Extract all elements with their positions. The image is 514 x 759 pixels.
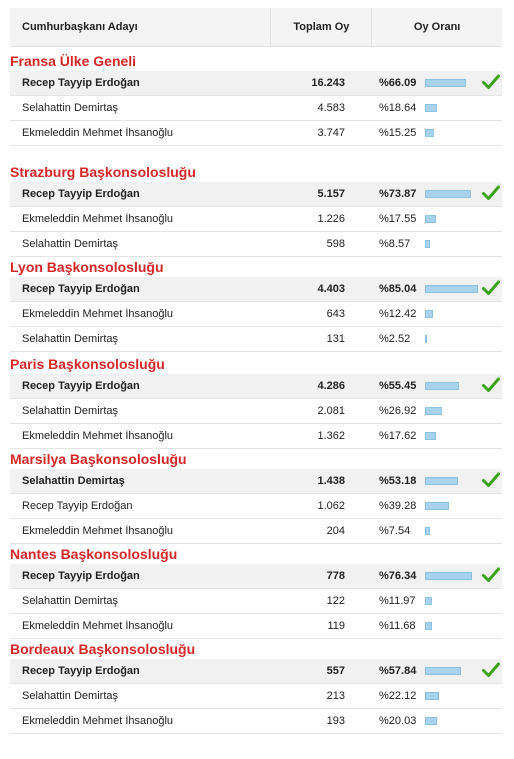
vote-rate: %57.84 bbox=[379, 665, 417, 677]
section-title: Paris Başkonsolosluğu bbox=[10, 356, 165, 372]
table-row bbox=[10, 374, 502, 399]
candidate-name: Recep Tayyip Erdoğan bbox=[22, 665, 140, 677]
vote-count: 557 bbox=[326, 665, 345, 677]
candidate-name: Ekmeleddin Mehmet İhsanoğlu bbox=[22, 525, 174, 537]
table-row bbox=[10, 519, 502, 544]
vote-rate-cell bbox=[345, 96, 502, 120]
check-icon bbox=[482, 567, 500, 583]
vote-rate-bar bbox=[425, 240, 430, 248]
table-row bbox=[10, 232, 502, 257]
table-row bbox=[10, 277, 502, 302]
vote-rate-bar bbox=[425, 335, 427, 343]
vote-rate: %39.28 bbox=[379, 500, 417, 512]
vote-rate-cell bbox=[345, 494, 502, 518]
table-row bbox=[10, 399, 502, 424]
candidate-name: Selahattin Demirtaş bbox=[22, 405, 118, 417]
vote-count: 16.243 bbox=[311, 77, 345, 89]
candidate-name: Recep Tayyip Erdoğan bbox=[22, 380, 140, 392]
vote-rate: %53.18 bbox=[379, 475, 417, 487]
vote-rate-bar bbox=[425, 382, 459, 390]
result-section bbox=[10, 544, 502, 639]
table-header bbox=[10, 8, 502, 47]
vote-rate: %20.03 bbox=[379, 715, 417, 727]
table-row bbox=[10, 659, 502, 684]
result-section bbox=[10, 449, 502, 544]
results-sections bbox=[10, 51, 502, 734]
vote-rate: %11.97 bbox=[379, 595, 416, 607]
vote-rate: %12.42 bbox=[379, 308, 417, 320]
candidate-name: Ekmeleddin Mehmet İhsanoğlu bbox=[22, 430, 174, 442]
check-icon bbox=[482, 377, 500, 393]
vote-rate: %55.45 bbox=[379, 380, 417, 392]
candidate-name: Recep Tayyip Erdoğan bbox=[22, 77, 140, 89]
vote-rate: %17.55 bbox=[379, 213, 417, 225]
header-candidate: Cumhurbaşkanı Adayı bbox=[10, 8, 271, 46]
vote-count: 1.226 bbox=[317, 213, 345, 225]
table-row bbox=[10, 424, 502, 449]
vote-rate-bar bbox=[425, 285, 478, 293]
vote-rate-cell bbox=[345, 232, 502, 256]
vote-count: 3.747 bbox=[317, 127, 345, 139]
result-section bbox=[10, 51, 502, 146]
vote-rate-cell bbox=[345, 374, 502, 398]
table-row bbox=[10, 684, 502, 709]
vote-rate: %22.12 bbox=[379, 690, 417, 702]
check-icon bbox=[482, 662, 500, 678]
candidate-name: Ekmeleddin Mehmet İhsanoğlu bbox=[22, 308, 174, 320]
vote-rate-cell bbox=[345, 614, 502, 638]
section-title: Fransa Ülke Geneli bbox=[10, 53, 137, 69]
vote-rate-cell bbox=[345, 121, 502, 145]
candidate-name: Ekmeleddin Mehmet İhsanoğlu bbox=[22, 213, 174, 225]
vote-rate-cell bbox=[345, 684, 502, 708]
vote-count: 204 bbox=[326, 525, 345, 537]
table-row bbox=[10, 589, 502, 614]
table-row bbox=[10, 71, 502, 96]
check-icon bbox=[482, 472, 500, 488]
vote-rate-bar bbox=[425, 502, 449, 510]
section-title: Nantes Başkonsolosluğu bbox=[10, 546, 178, 562]
vote-rate-bar bbox=[425, 572, 472, 580]
candidate-name: Ekmeleddin Mehmet İhsanoğlu bbox=[22, 620, 174, 632]
table-row bbox=[10, 182, 502, 207]
vote-rate-cell bbox=[345, 424, 502, 448]
vote-rate-cell bbox=[345, 302, 502, 326]
vote-rate-cell bbox=[345, 564, 502, 588]
candidate-name: Selahattin Demirtaş bbox=[22, 595, 118, 607]
vote-rate-bar bbox=[425, 129, 434, 137]
vote-rate-bar bbox=[425, 310, 433, 318]
vote-rate-cell bbox=[345, 469, 502, 493]
vote-rate-bar bbox=[425, 667, 461, 675]
vote-count: 1.362 bbox=[317, 430, 345, 442]
vote-count: 131 bbox=[326, 333, 345, 345]
vote-rate-bar bbox=[425, 527, 430, 535]
vote-rate-bar bbox=[425, 104, 437, 112]
candidate-name: Selahattin Demirtaş bbox=[22, 102, 118, 114]
vote-rate-bar bbox=[425, 597, 432, 605]
table-row bbox=[10, 494, 502, 519]
candidate-name: Recep Tayyip Erdoğan bbox=[22, 500, 133, 512]
check-icon bbox=[482, 74, 500, 90]
vote-rate: %18.64 bbox=[379, 102, 417, 114]
vote-count: 778 bbox=[326, 570, 345, 582]
vote-rate-cell bbox=[345, 589, 502, 613]
candidate-name: Selahattin Demirtaş bbox=[22, 333, 118, 345]
vote-rate-cell bbox=[345, 71, 502, 95]
vote-count: 193 bbox=[326, 715, 345, 727]
vote-rate: %17.62 bbox=[379, 430, 417, 442]
vote-rate: %15.25 bbox=[379, 127, 417, 139]
table-row bbox=[10, 564, 502, 589]
candidate-name: Selahattin Demirtaş bbox=[22, 690, 118, 702]
candidate-name: Selahattin Demirtaş bbox=[22, 475, 125, 487]
vote-rate: %73.87 bbox=[379, 188, 417, 200]
table-row bbox=[10, 121, 502, 146]
vote-rate-bar bbox=[425, 432, 436, 440]
vote-rate-cell bbox=[345, 659, 502, 683]
vote-count: 4.583 bbox=[317, 102, 345, 114]
vote-count: 643 bbox=[326, 308, 345, 320]
vote-count: 2.081 bbox=[317, 405, 345, 417]
table-row bbox=[10, 614, 502, 639]
vote-count: 1.438 bbox=[317, 475, 345, 487]
table-row bbox=[10, 96, 502, 121]
vote-rate-cell bbox=[345, 207, 502, 231]
vote-count: 1.062 bbox=[317, 500, 345, 512]
section-title: Marsilya Başkonsolosluğu bbox=[10, 451, 187, 467]
result-section bbox=[10, 639, 502, 734]
vote-rate-cell bbox=[345, 709, 502, 733]
vote-count: 4.286 bbox=[317, 380, 345, 392]
vote-rate-bar bbox=[425, 79, 466, 87]
candidate-name: Selahattin Demirtaş bbox=[22, 238, 118, 250]
result-section bbox=[10, 162, 502, 257]
vote-count: 119 bbox=[327, 620, 345, 632]
candidate-name: Ekmeleddin Mehmet İhsanoğlu bbox=[22, 127, 174, 139]
section-title: Lyon Başkonsolosluğu bbox=[10, 259, 164, 275]
vote-rate: %2.52 bbox=[379, 333, 411, 345]
table-row bbox=[10, 469, 502, 494]
candidate-name: Recep Tayyip Erdoğan bbox=[22, 283, 140, 295]
vote-rate-cell bbox=[345, 182, 502, 206]
candidate-name: Ekmeleddin Mehmet İhsanoğlu bbox=[22, 715, 174, 727]
header-total-votes: Toplam Oy bbox=[271, 8, 372, 46]
result-section bbox=[10, 354, 502, 449]
vote-count: 598 bbox=[326, 238, 345, 250]
vote-rate-bar bbox=[425, 190, 471, 198]
vote-rate: %8.57 bbox=[379, 238, 411, 250]
vote-rate: %66.09 bbox=[379, 77, 417, 89]
vote-rate-bar bbox=[425, 717, 437, 725]
table-row bbox=[10, 327, 502, 352]
vote-count: 122 bbox=[326, 595, 345, 607]
vote-count: 4.403 bbox=[317, 283, 345, 295]
vote-rate: %85.04 bbox=[379, 283, 417, 295]
vote-rate-bar bbox=[425, 622, 432, 630]
check-icon bbox=[482, 280, 500, 296]
vote-rate-bar bbox=[425, 407, 442, 415]
vote-rate-cell bbox=[345, 519, 502, 543]
vote-rate-cell bbox=[345, 399, 502, 423]
result-section bbox=[10, 257, 502, 352]
vote-rate: %26.92 bbox=[379, 405, 417, 417]
vote-rate-cell bbox=[345, 277, 502, 301]
vote-rate: %11.68 bbox=[379, 620, 416, 632]
vote-count: 5.157 bbox=[317, 188, 345, 200]
vote-rate: %7.54 bbox=[379, 525, 411, 537]
vote-rate-bar bbox=[425, 477, 458, 485]
section-title: Bordeaux Başkonsolosluğu bbox=[10, 641, 196, 657]
candidate-name: Recep Tayyip Erdoğan bbox=[22, 570, 140, 582]
table-row bbox=[10, 709, 502, 734]
vote-rate: %76.34 bbox=[379, 570, 417, 582]
table-row bbox=[10, 302, 502, 327]
header-vote-rate: Oy Oranı bbox=[413, 21, 461, 33]
vote-rate-bar bbox=[425, 692, 439, 700]
vote-count: 213 bbox=[326, 690, 345, 702]
check-icon bbox=[482, 185, 500, 201]
vote-rate-cell bbox=[345, 327, 502, 351]
vote-rate-bar bbox=[425, 215, 436, 223]
section-title: Strazburg Başkonsolosluğu bbox=[10, 164, 196, 180]
candidate-name: Recep Tayyip Erdoğan bbox=[22, 188, 140, 200]
table-row bbox=[10, 207, 502, 232]
